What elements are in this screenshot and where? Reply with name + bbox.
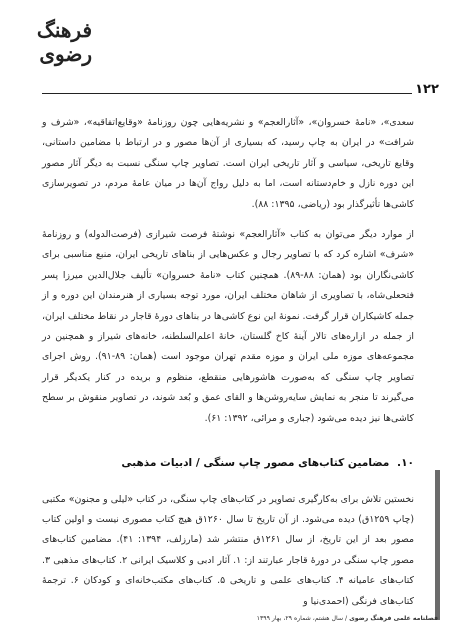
article-body	[42, 113, 414, 612]
section-paragraph: نخستین تلاش برای به‌کارگیری تصاویر در کتاب‌های چاپ سنگی، در کتاب «لیلی و مجنون» مکتبی (چاپ ۱۲۵۹ق) دیده می‌شود. از آن تاریخ تا سال ۱۲۶۰ق هیچ کتاب مصوری نیست و اولین کتاب مصور بعد از این تاریخ، از سال ۱۲۶۱ق منتشر شد (مارزلف، ۱۳۹۴: ۴۱). مضامین کتاب‌های مصور چاپ سنگی در دورهٔ قاجار عبارتند از: ۱. آثار ادبی و کلاسیک ایرانی ۲. کتاب‌های مذهبی ۳. کتاب‌های عامیانه ۴. کتاب‌های علمی و تاریخی ۵. کتاب‌های مکتب‌خانه‌ای و کودکان ۶. ترجمهٔ کتاب‌های فرنگی (احمدی‌نیا و	[42, 493, 415, 607]
header-divider	[42, 93, 412, 94]
section-heading	[42, 453, 414, 473]
paragraph-1: سعدی»، «نامهٔ خسروان»، «آثارالعجم» و نشریه‌هایی چون روزنامهٔ «وقایع‌اتفاقیه»، «شرف و شرافت» در ایران به چاپ رسید، که بسیاری از آن‌ها مصور و در ارتباط با مضامین داستانی، وقایع تاریخی، سیاسی و آثار تاریخی ایران است. تصاویر چاپ سنگی نسبت به دیگر آثار مصور این دوره نازل و خام‌دستانه است، اما به دلیل رواج آن‌ها در میان عامهٔ مردم، در تصویرسازی کاشی‌ها تأثیرگذار بود (ریاضی، ۱۳۹۵: ۸۸).	[42, 117, 414, 210]
logo-text: فرهنگ رضوی	[36, 18, 92, 66]
journal-logo	[6, 10, 92, 66]
page-footer	[228, 615, 438, 622]
section-number: ۱۰.	[397, 457, 414, 470]
side-strip	[435, 470, 440, 620]
section-title: مضامین کتاب‌های مصور چاپ سنگی / ادبیات مذهبی	[121, 457, 390, 470]
paragraph-2: از موارد دیگر می‌توان به کتاب «آثارالعجم» نوشتهٔ فرصت شیرازی (فرصت‌الدوله) و روزنامهٔ «شرف» اشاره کرد که با تصاویر رجال و عکس‌هایی از بناهای تاریخی ایران، منبع مناسبی برای کاشی‌نگاران بود (همان: ۸۸-۸۹). همچنین کتاب «نامهٔ خسروان» تألیف جلال‌الدین میرزا پسر فتحعلی‌شاه، با تصاویری از شاهان مختلف ایران، مورد توجه بسیاری از هنرمندان این دوره و از جمله کاشیکاران قرار گرفت. نمونهٔ این نوع کاشی‌ها در بناهای دورهٔ قاجار در نقاط مختلف ایران، از جمله در ازاره‌های تالار آینهٔ کاخ گلستان، خانهٔ اعلم‌السلطنه، خانه‌های شیراز و همچنین در مجموعه‌های موزه ملی ایران و موزه مقدم تهران موجود است (همان: ۸۹-۹۱). روش اجرای تصاویر چاپ سنگی که به‌صورت هاشورهایی منقطع، منظوم و بریده در کنار یکدیگر قرار می‌گیرند تا منجر به نمایش سایه‌روشن‌ها و القای عمق و بُعد شوند، در تصاویر منقوش بر سطح کاشی‌ها نیز دیده می‌شود (جباری و مرائی، ۱۳۹۲: ۶۱).	[42, 229, 415, 424]
footer-journal: فصلنامه علمی فرهنگ رضوی	[349, 615, 438, 622]
page-number: ۱۲۲	[415, 82, 439, 97]
footer-separator: /	[343, 615, 348, 622]
paragraph-gap	[42, 215, 414, 225]
footer-issue: سال هشتم، شماره ۲۹، بهار ۱۳۹۹	[256, 615, 344, 622]
